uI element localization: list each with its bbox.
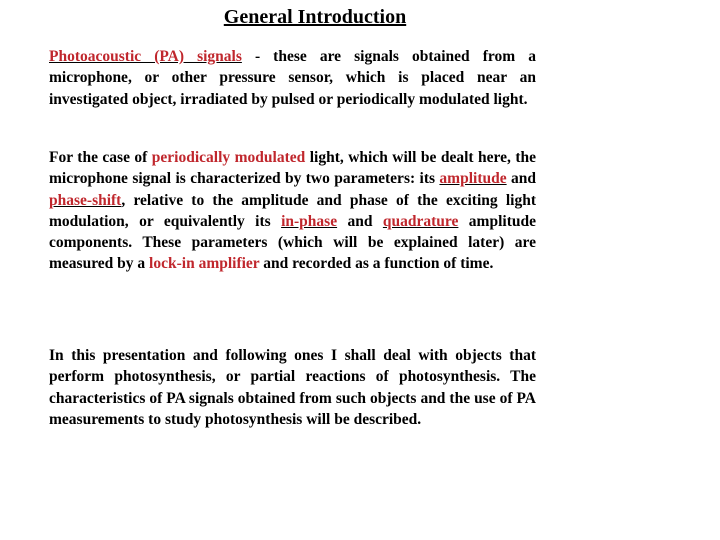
slide-title: General Introduction [223, 6, 407, 28]
text-segment: amplitude components. These parameters (which will be explained later) are measured by a [49, 212, 536, 273]
term-lock-in-amplifier: lock-in amplifier [149, 255, 260, 273]
text-segment: For the case of [49, 149, 152, 166]
term-phase-shift: phase-shift [49, 191, 122, 209]
term-photoacoustic-signals: Photoacoustic (PA) signals [49, 48, 242, 65]
term-quadrature: quadrature [382, 212, 459, 230]
text-segment: and recorded as a function of time. [259, 255, 494, 273]
term-amplitude: amplitude [439, 170, 507, 188]
text-segment: and [506, 170, 536, 188]
term-periodically-modulated: periodically modulated [151, 149, 306, 166]
term-in-phase: in-phase [281, 212, 338, 230]
text-segment: and [337, 212, 383, 230]
text-segment: , relative to the amplitude and phase of the exciting light modulation, or equivalently its [49, 191, 536, 230]
pa-definition-text: - these are signals obtained from a microphone, or other pressure sensor, which is placed near an investigated object, irradiated by pulsed or periodically modulated light. [49, 48, 536, 108]
paragraph-modulated-light [49, 147, 536, 275]
paragraph-pa-definition [49, 46, 536, 110]
text-segment: light, which will be dealt here, the microphone signal is characterized by two parameters: its [49, 149, 536, 188]
paragraph-photosynthesis: In this presentation and following ones I shall deal with objects that perform photosynthesis, or partial reactions of photosynthesis. The characteristics of PA signals obtained from such objects and the use of PA measurements to study photosynthesis will be described. [49, 347, 536, 428]
